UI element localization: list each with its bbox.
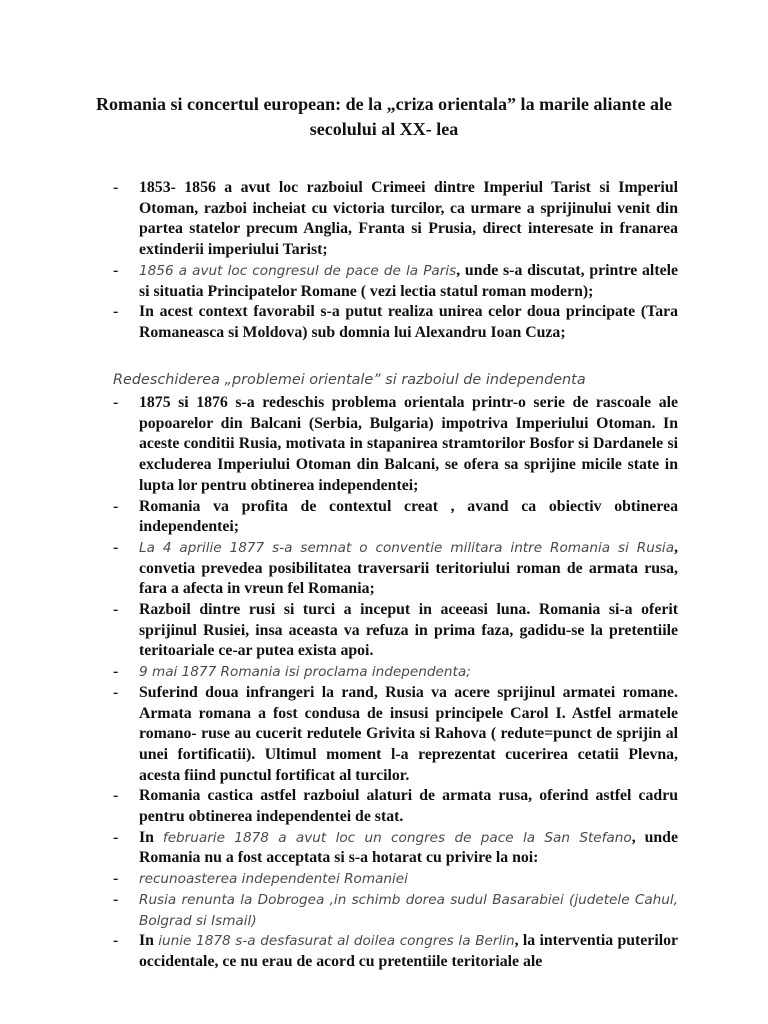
list-item-italic-text: La 4 aprilie 1877 s-a semnat o conventie militara intre Romania si Rusia [139,539,675,556]
list-item [113,890,678,931]
list-item-text: , la interventia puterilor occidentale, ce nu erau de acord cu pretentiile teritoriale ale [139,932,679,970]
section-independence-war [113,393,678,973]
list-item-italic-text: recunoasterea independentei Romaniei [139,871,408,888]
list-item-text: , unde s-a discutat, printre altele si situatia Principatelor Romane ( vezi lectia statul roman modern); [139,261,678,300]
list-item-text: In [139,932,159,950]
bullet-dash: - [113,261,119,279]
list-item-text: In acest context favorabil s-a putut realiza unirea celor doua principate (Tara Romaneasca si Moldova) sub domnia lui Alexandru Ioan Cuza; [139,303,678,341]
list-item [113,302,678,343]
bullet-dash: - [113,663,119,681]
bullet-dash: - [113,601,119,619]
list-item-text: Romania va profita de contextul creat , avand ca obiectiv obtinerea independentei; [139,497,678,536]
list-item-italic-text: Rusia renunta la Dobrogea ,in schimb dorea sudul Basarabiei (judetele Cahul, Bolgrad si Ismail) [139,891,678,929]
bullet-dash: - [113,890,119,908]
list-item [113,178,678,261]
bullet-dash: - [113,303,119,321]
list-item-text: In [139,828,163,846]
bullet-dash: - [113,538,119,556]
bullet-dash: - [113,787,119,805]
list-item [113,538,678,600]
bullet-dash: - [113,870,119,888]
list-item-text: 1875 si 1876 s-a redeschis problema orientala printr-o serie de rascoale ale popoarelor din Balcani (Serbia, Bulgaria) impotriva Imperiului Otoman. In aceste conditii Rusia, motivata in stapanirea stramtorilor Bosfor si Dardanele si excluderea Imperiului Otoman din Balcani, se ofera sa sprijine micile state in lupta lor pentru obtinerea independentei; [139,394,678,494]
list-item [113,683,678,787]
list-item [113,662,678,683]
list-item-text: Suferind doua infrangeri la rand, Rusia va acere sprijinul armatei romane. Armata romana a fost condusa de insusi principele Carol I. Astfel armatele romano- ruse au cucerit redutele Grivita si Rahova ( redute=punct de sprijin al unei fortificatii). Ultimul moment l-a reprezentat cucerirea cetatii Plevna, acesta fiind punctul fortificat al turcilor. [139,683,678,784]
list-item [113,828,678,869]
list-item [113,786,678,827]
list-item [113,931,678,972]
list-item-text: 1853- 1856 a avut loc razboiul Crimeei dintre Imperiul Tarist si Imperiul Otoman, razboi incheiat cu victoria turcilor, ca urmare a sprijinului venit din partea statelor precum Anglia, Franta si Prusia, direct interesate in franarea extinderii imperiului Tarist; [139,179,678,259]
list-item-text: Razboil dintre rusi si turci a inceput in aceeasi luna. Romania si-a oferit sprijinul Rusiei, insa aceasta va refuza in prima faza, gadidu-se la pretentiile teritoariale ce-ar putea exista apoi. [139,601,678,660]
list-item-italic-text: 9 mai 1877 Romania isi proclama independenta; [139,664,471,681]
section-subheading: Redeschiderea „problemei orientale” si razboiul de independenta [113,372,586,388]
list-item [113,393,678,497]
bullet-dash: - [113,394,119,411]
list-item-text: Romania castica astfel razboiul alaturi de armata rusa, oferind astfel cadru pentru obtinerea independentei de stat. [139,787,678,826]
bullet-dash: - [113,828,119,846]
list-item [113,600,678,662]
list-item [113,261,678,302]
document-title: Romania si concertul european: de la „criza orientala” la marile aliante ale secolului al XX- lea [95,94,673,139]
list-item-italic-text: 1856 a avut loc congresul de pace de la Paris [139,262,457,279]
bullet-dash: - [113,179,119,196]
list-item-text: , convetia prevedea posibilitatea traversarii teritoriului roman de armata rusa, fara a afecta in vreun fel Romania; [139,538,678,598]
section-crimean-war [113,178,678,344]
list-item-text: , unde Romania nu a fost acceptata si s-a hotarat cu privire la noi: [139,828,678,867]
bullet-dash: - [113,683,119,701]
bullet-dash: - [113,497,119,515]
list-item-italic-text: iunie 1878 s-a desfasurat al doilea congres la Berlin [158,933,515,950]
list-item [113,869,678,890]
list-item-italic-text: februarie 1878 a avut loc un congres de pace la San Stefano [162,829,632,846]
bullet-dash: - [113,932,119,950]
list-item [113,497,678,538]
